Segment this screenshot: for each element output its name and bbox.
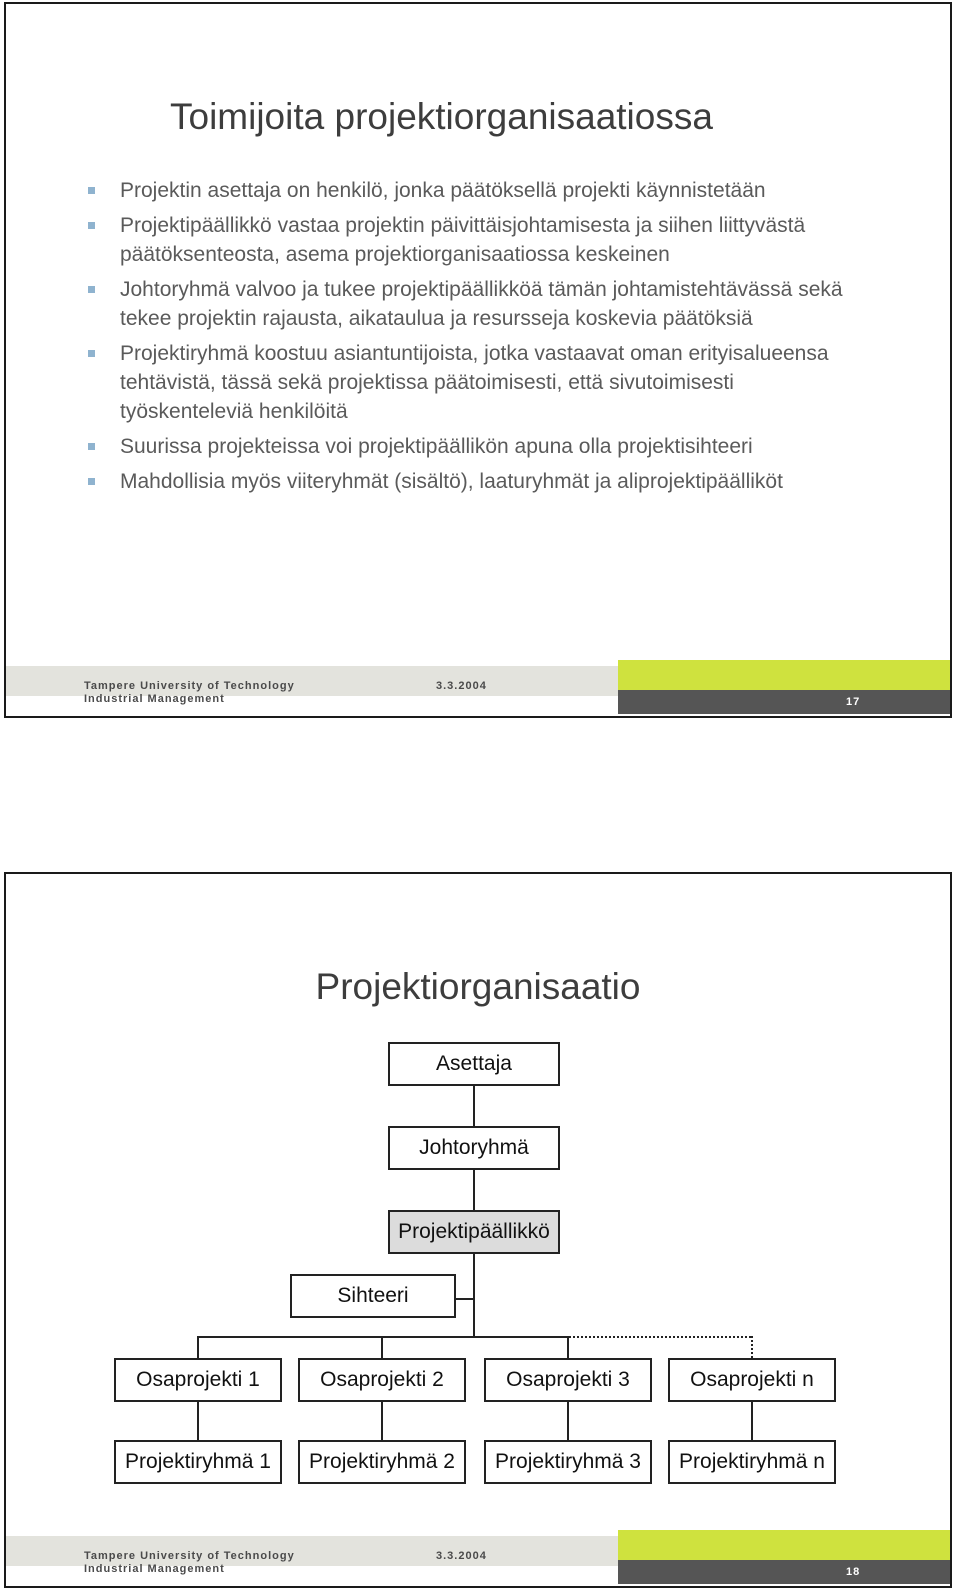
connector-line: [381, 1402, 383, 1440]
connector-line: [381, 1336, 383, 1358]
org-box-johtoryhma: Johtoryhmä: [388, 1126, 560, 1170]
footer-dark-band: [618, 1560, 950, 1584]
org-box-sihteeri: Sihteeri: [290, 1274, 456, 1318]
bullet-list: [86, 176, 866, 502]
connector-line: [751, 1402, 753, 1440]
footer-dark-band: [618, 690, 950, 714]
square-bullet-icon: [88, 286, 95, 293]
org-box-osaprojekti: Osaprojekti 1: [114, 1358, 282, 1402]
university-name: Tampere University of Technology: [84, 1550, 295, 1562]
slide-title: Projektiorganisaatio: [315, 966, 641, 1007]
org-chart: [6, 874, 950, 1590]
department-name: Industrial Management: [84, 1563, 225, 1575]
footer-date: 3.3.2004: [436, 680, 487, 692]
connector-line: [473, 1254, 475, 1338]
connector-line: [197, 1336, 569, 1338]
bullet-item: Projektin asettaja on henkilö, jonka päätöksellä projekti käynnistetään: [86, 176, 866, 205]
org-box-osaprojekti: Osaprojekti 2: [298, 1358, 466, 1402]
org-box-projektiryhma: Projektiryhmä n: [668, 1440, 836, 1484]
slide-17: [4, 2, 952, 718]
bullet-item: Mahdollisia myös viiteryhmät (sisältö), laaturyhmät ja aliprojektipäälliköt: [86, 467, 866, 496]
slide-title: Toimijoita projektiorganisaatiossa: [170, 96, 713, 137]
slide-18: [4, 872, 952, 1588]
bullet-item: Projektiryhmä koostuu asiantuntijoista, jotka vastaavat oman erityisalueensa tehtävistä, tässä sekä projektissa päätoimisesti, että sivutoimisesti työskenteleviä henkilöitä: [86, 339, 866, 426]
footer-date: 3.3.2004: [436, 1550, 487, 1562]
connector-line: [197, 1336, 199, 1358]
connector-line: [197, 1402, 199, 1440]
connector-line: [567, 1402, 569, 1440]
slide-footer: [6, 1530, 950, 1586]
department-name: Industrial Management: [84, 693, 225, 705]
page-number: 17: [846, 696, 861, 708]
org-box-asettaja: Asettaja: [388, 1042, 560, 1086]
dotted-connector: [569, 1336, 751, 1338]
connector-line: [567, 1336, 569, 1358]
org-box-projektipaallikko: Projektipäällikkö: [388, 1210, 560, 1254]
footer-accent: [618, 660, 950, 690]
bullet-item: Projektipäällikkö vastaa projektin päivittäisjohtamisesta ja siihen liittyvästä päätöksenteosta, asema projektiorganisaatiossa keskeinen: [86, 211, 866, 269]
org-box-projektiryhma: Projektiryhmä 3: [484, 1440, 652, 1484]
dotted-connector: [751, 1336, 753, 1358]
slide-footer: [6, 660, 950, 716]
connector-line: [473, 1170, 475, 1212]
square-bullet-icon: [88, 443, 95, 450]
footer-accent: [618, 1530, 950, 1560]
connector-line: [473, 1086, 475, 1128]
org-box-osaprojekti: Osaprojekti n: [668, 1358, 836, 1402]
connector-line: [455, 1298, 475, 1300]
square-bullet-icon: [88, 222, 95, 229]
org-box-projektiryhma: Projektiryhmä 1: [114, 1440, 282, 1484]
bullet-item: Johtoryhmä valvoo ja tukee projektipäällikköä tämän johtamistehtävässä sekä tekee projektin rajausta, aikataulua ja resursseja koskevia päätöksiä: [86, 275, 866, 333]
org-box-osaprojekti: Osaprojekti 3: [484, 1358, 652, 1402]
footer-organization: [84, 680, 295, 706]
square-bullet-icon: [88, 478, 95, 485]
bullet-item: Suurissa projekteissa voi projektipäällikön apuna olla projektisihteeri: [86, 432, 866, 461]
square-bullet-icon: [88, 187, 95, 194]
university-name: Tampere University of Technology: [84, 680, 295, 692]
square-bullet-icon: [88, 350, 95, 357]
footer-organization: [84, 1550, 295, 1576]
page-number: 18: [846, 1566, 861, 1578]
org-box-projektiryhma: Projektiryhmä 2: [298, 1440, 466, 1484]
